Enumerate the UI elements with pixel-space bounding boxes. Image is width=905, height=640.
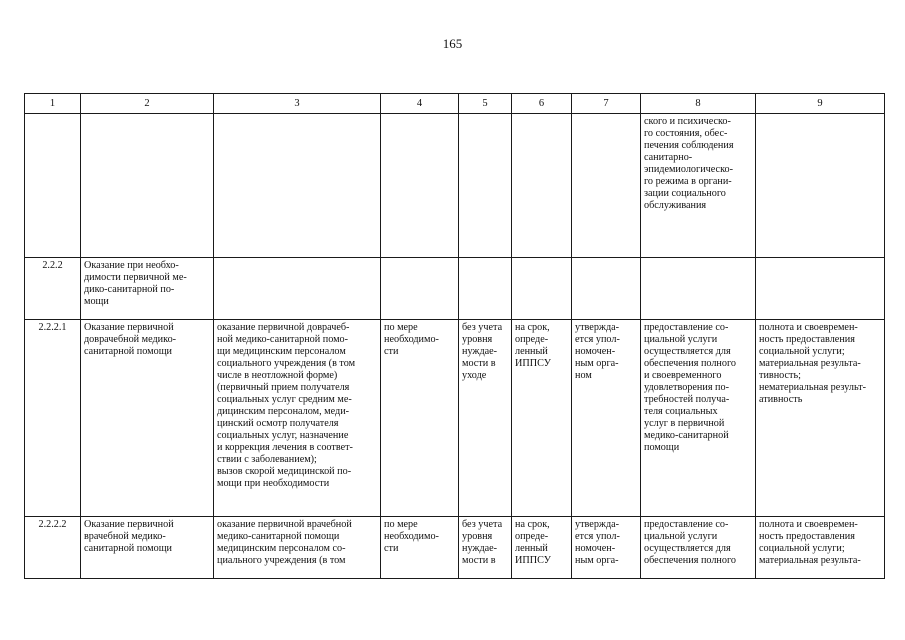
service-name: Оказание при необхо- димости первичной ме- дико-санитарной по- мощи [84,260,187,307]
quality-cell [756,114,885,258]
frequency-cell [381,258,459,320]
description-cell [214,517,381,579]
header-cell: 2 [81,94,214,114]
description-cell [214,320,381,517]
table-row [25,320,885,517]
page-number: 165 [442,36,463,51]
conditions: предоставление со- циальной услуги осуществляется для обеспечения полного [644,519,737,566]
conditions-cell [641,114,756,258]
header-cell: 9 [756,94,885,114]
tariff: утвержда- ется упол- номочен- ным орга- [575,519,620,566]
service-name: Оказание первичной доврачебной медико- санитарной помощи [84,322,177,357]
quality: полнота и своевремен- ность предоставления социальной услуги; материальная результа- тивность; нематериальная результ- ативность [759,322,867,405]
row-number-cell [25,517,81,579]
table-row [25,517,885,579]
header-cell: 4 [381,94,459,114]
term-cell [512,258,572,320]
term-cell [512,114,572,258]
description-cell [214,114,381,258]
frequency-cell [381,517,459,579]
table-row [25,114,885,258]
need-level: без учета уровня нуждае- мости в [462,519,503,566]
header-cell: 8 [641,94,756,114]
tariff-cell [572,258,641,320]
conditions-cell [641,258,756,320]
frequency-cell [381,320,459,517]
conditions-cell [641,320,756,517]
row-number-cell [25,320,81,517]
tariff: утвержда- ется упол- номочен- ным орга- ном [575,322,620,381]
need-level-cell [459,114,512,258]
need-level-cell [459,258,512,320]
row-number: 2.2.2.1 [38,322,67,333]
row-number-cell [25,114,81,258]
description: оказание первичной врачебной медико-санитарной помощи медицинским персоналом со- циального учреждения (в том [217,519,352,566]
frequency: по мере необходимо- сти [384,519,439,554]
quality-cell [756,517,885,579]
quality-cell [756,258,885,320]
service-name-cell [81,320,214,517]
service-name-cell [81,258,214,320]
service-name: Оказание первичной врачебной медико- санитарной помощи [84,519,174,554]
conditions-cell [641,517,756,579]
need-level-cell [459,320,512,517]
quality: полнота и своевремен- ность предоставления социальной услуги; материальная результа- [759,519,861,566]
need-level: без учета уровня нуждае- мости в уходе [462,322,503,381]
description-cell [214,258,381,320]
frequency-cell [381,114,459,258]
frequency: по мере необходимо- сти [384,322,439,357]
term: на срок, опреде- ленный ИППСУ [515,322,551,369]
table-row [25,258,885,320]
row-number-cell [25,258,81,320]
service-name-cell [81,517,214,579]
need-level-cell [459,517,512,579]
description: оказание первичной доврачеб- ной медико-санитарной помо- щи медицинским персоналом социального учреждения (в том числе в неотложной форме) (первичный прием получателя социальных услуг средним ме- дицинским персоналом, меди- цинский осмотр получателя социальных услуг, назначение и коррекция лечения в соответ- ствии с заболеванием); вызов скорой медицинской по- мощи при необходимости [217,322,356,489]
quality-cell [756,320,885,517]
row-number: 2.2.2 [42,260,63,271]
header-cell: 3 [214,94,381,114]
term-cell [512,517,572,579]
header-cell: 7 [572,94,641,114]
tariff-cell [572,320,641,517]
header-cell: 6 [512,94,572,114]
services-table [24,93,885,579]
conditions: ского и психическо- го состояния, обес- печения соблюдения санитарно- эпидемиологическо- го режима в органи- зации социального обслуживания [644,116,734,211]
header-row [25,94,885,114]
header-cell: 1 [25,94,81,114]
header-cell: 5 [459,94,512,114]
service-name-cell [81,114,214,258]
row-number: 2.2.2.2 [38,519,67,530]
term-cell [512,320,572,517]
tariff-cell [572,114,641,258]
term: на срок, опреде- ленный ИППСУ [515,519,551,566]
tariff-cell [572,517,641,579]
conditions: предоставление со- циальной услуги осуществляется для обеспечения полного и своевременного удовлетворения по- требностей получа- теля социальных услуг в первичной медико-санитарной помощи [644,322,737,453]
